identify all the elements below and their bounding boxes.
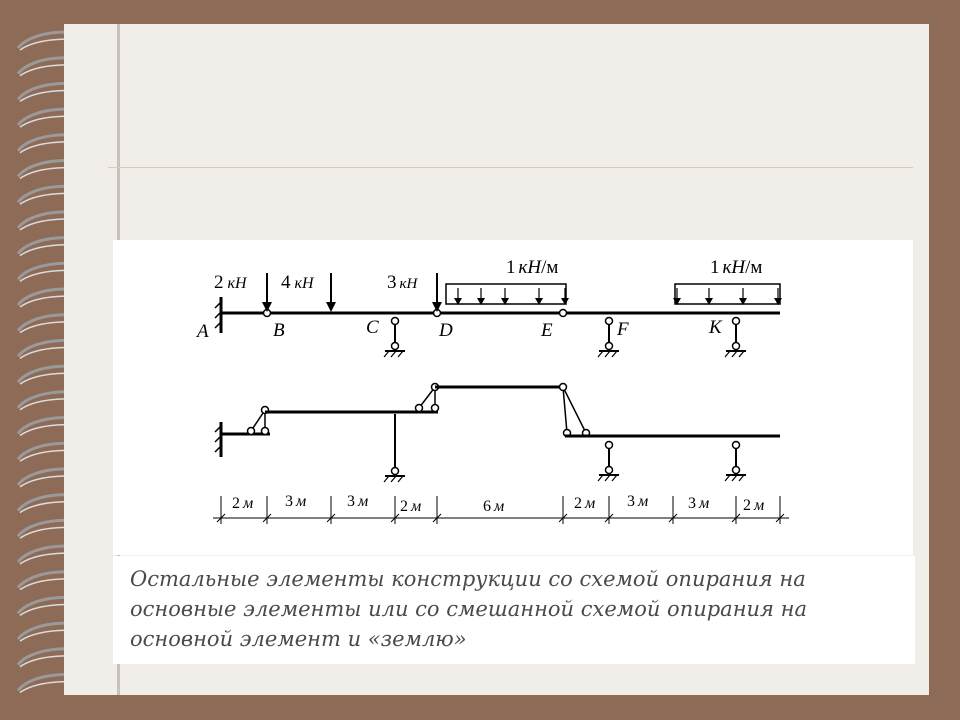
point-a-label: A [197, 321, 209, 342]
dim-span-8: 3 м [688, 495, 710, 512]
point-d-label: D [439, 320, 453, 341]
load-p2-label: 4 кН [281, 272, 314, 293]
beam-diagram [113, 240, 913, 555]
point-b-label: B [273, 320, 285, 341]
dim-span-4: 2 м [400, 498, 422, 515]
caption-box [113, 556, 915, 664]
title-rule [108, 167, 913, 168]
caption-text: Остальные элементы конструкции со схемой опирания на основные элементы или со смешанной схемой опирания на основной элемент и «землю» [130, 567, 807, 651]
load-q1-label: 1 кН/м [506, 257, 559, 278]
load-p1-label: 2 кН [214, 272, 247, 293]
dim-span-5: 6 м [483, 498, 505, 515]
dim-span-2: 3 м [285, 493, 307, 510]
point-c-label: C [366, 317, 379, 338]
point-k-label: K [709, 317, 722, 338]
load-p3-label: 3 кН [387, 272, 418, 293]
load-q2-label: 1 кН/м [710, 257, 763, 278]
dim-span-7: 3 м [627, 493, 649, 510]
dim-span-3: 3 м [347, 493, 369, 510]
point-e-label: E [541, 320, 553, 341]
dim-span-6: 2 м [574, 495, 596, 512]
point-f-label: F [617, 319, 629, 340]
beam-diagram-svg [113, 240, 913, 555]
dim-span-9: 2 м [743, 497, 765, 514]
dim-span-1: 2 м [232, 495, 254, 512]
